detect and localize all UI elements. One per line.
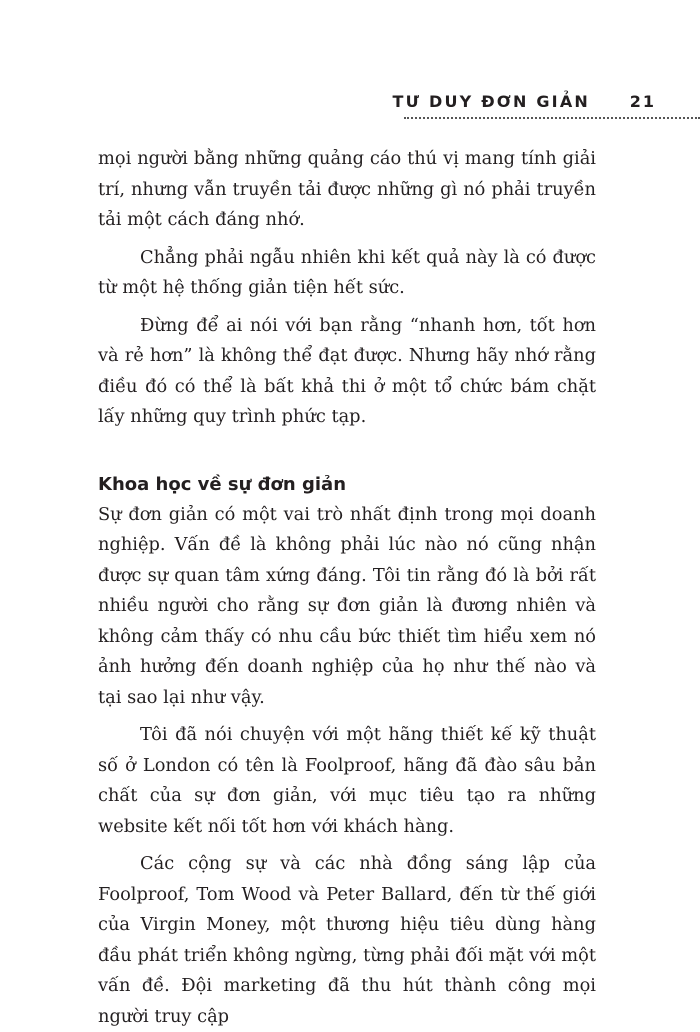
- paragraph: Đừng để ai nói với bạn rằng “nhanh hơn, tốt hơn và rẻ hơn” là không thể đạt được. Nhưng hãy nhớ rằng điều đó có thể là bất khả thi ở một tổ chức bám chặt lấy những quy trình phức tạp.: [98, 314, 596, 427]
- paragraph: Sự đơn giản có một vai trò nhất định trong mọi doanh nghiệp. Vấn đề là không phải lúc nào nó cũng nhận được sự quan tâm xứng đáng. Tôi tin rằng đó là bởi rất nhiều người cho rằng sự đơn giản là đương nhiên và không cảm thấy có nhu cầu bức thiết tìm hiểu xem nó ảnh hưởng đến doanh nghiệp của họ như thế nào và tại sao lại như vậy.: [98, 503, 596, 708]
- header-dotted-rule: [404, 117, 700, 119]
- page-body: [98, 144, 596, 1032]
- running-header-title: TƯ DUY ĐƠN GIẢN: [392, 92, 590, 111]
- paragraph: Các cộng sự và các nhà đồng sáng lập của Foolproof, Tom Wood và Peter Ballard, đến từ thế giới của Virgin Money, một thương hiệu tiêu dùng hàng đầu phát triển không ngừng, từng phải đối mặt với một vấn đề. Đội marketing đã thu hút thành công mọi người truy cập: [98, 853, 596, 1027]
- page-number: 21: [629, 92, 656, 111]
- paragraph: Tôi đã nói chuyện với một hãng thiết kế kỹ thuật số ở London có tên là Foolproof, hãng đã đào sâu bản chất của sự đơn giản, với mục tiêu tạo ra những website kết nối tốt hơn với khách hàng.: [98, 724, 596, 837]
- paragraph: Chẳng phải ngẫu nhiên khi kết quả này là có được từ một hệ thống giản tiện hết sức.: [98, 246, 596, 298]
- running-header: [0, 92, 700, 122]
- paragraph-continued: mọi người bằng những quảng cáo thú vị mang tính giải trí, nhưng vẫn truyền tải được những gì nó phải truyền tải một cách đáng nhớ.: [98, 148, 596, 230]
- section-heading: Khoa học về sự đơn giản: [98, 473, 347, 495]
